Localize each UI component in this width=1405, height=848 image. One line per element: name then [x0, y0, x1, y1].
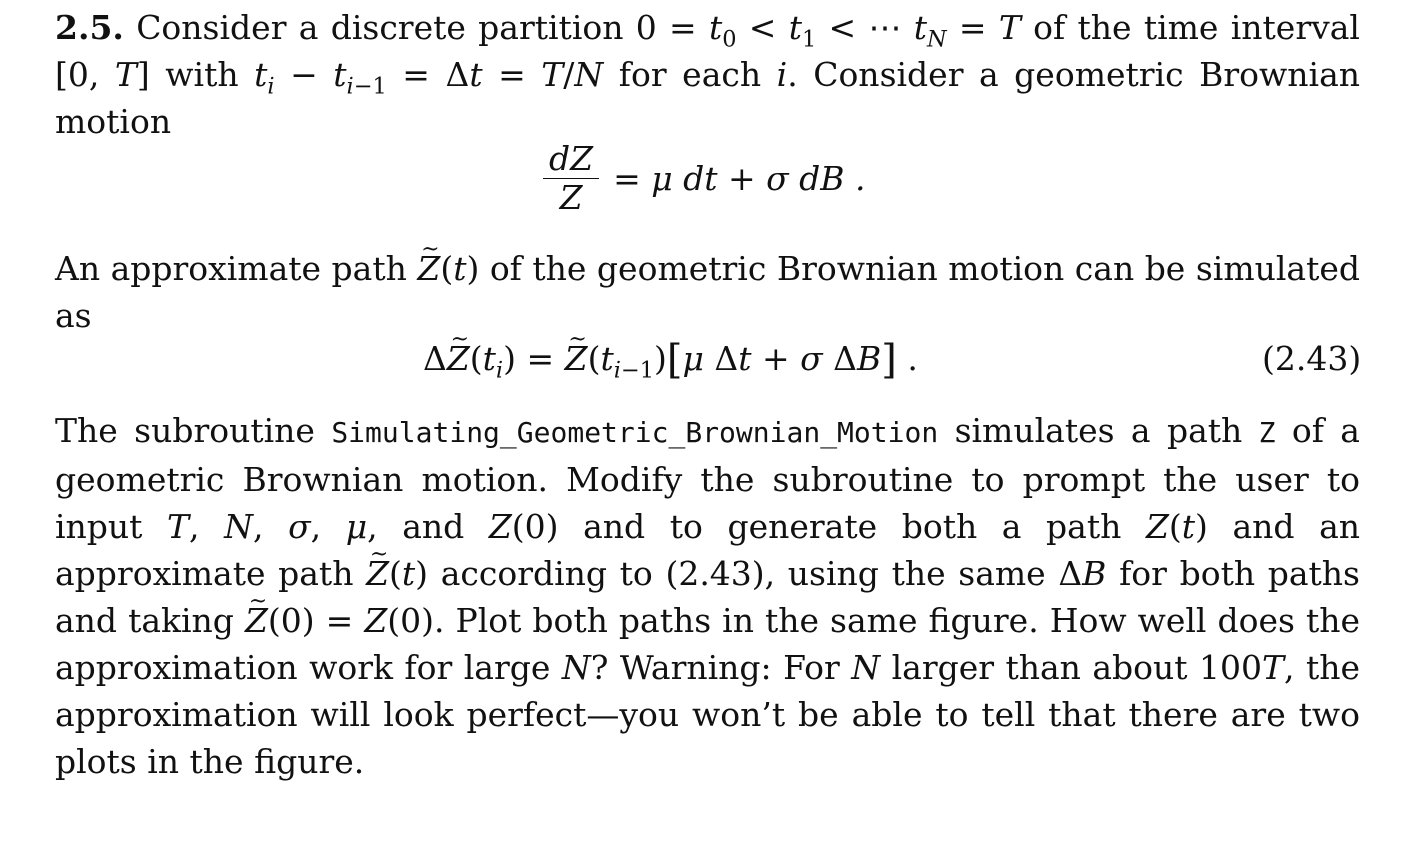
- equation-rhs: = μ dt + σ dB .: [613, 158, 866, 198]
- problem-label: 2.5.: [55, 8, 124, 47]
- paragraph-approximation: An approximate path ~ Z(t) of the geometric Brownian motion can be simulated as: [55, 245, 1360, 339]
- equation-gbm-sde: [543, 133, 866, 223]
- equation-number: (2.43): [1262, 339, 1362, 378]
- path-variable: Z: [1258, 416, 1276, 449]
- fraction-denominator: Z: [559, 177, 583, 217]
- equation-euler-step: Δ~ $Z(t_i)$ = ~ $Z(t_{i-1})[\mu$ Δt + σ ΔB] .: [423, 337, 918, 382]
- subroutine-name: Simulating_Geometric_Brownian_Motion: [331, 416, 939, 449]
- fraction-numerator: dZ: [549, 138, 594, 178]
- paragraph-setup: 2.5. Consider a discrete partition $0 = t_0 < t_1$ < ⋯ $t_N = T$ of the time interval [0, T] with $t_i - t_{i-1} = \Delta t = T/N$ for each i. Consider a geometric Brownian motion: [55, 8, 1360, 141]
- fraction-dz-over-z: [543, 140, 599, 217]
- exercise-page: [55, 0, 1360, 848]
- paragraph-task: The subroutine Simulating_Geometric_Brownian_Motion simulates a path Z of a geometric Brownian motion. Modify the subroutine to prompt the user to input T, N, σ, μ, and Z(0) and to generate both a path Z(t) and an approximate path ~ Z(t) according to (2.43), using the same ΔB for both paths and taking ~ Z(0) = Z(0). Plot both paths in the same figure. How well does the approximation work for large N? Warning: For N larger than about 100T, the approximation will look perfect—you won’t be able to tell that there are two plots in the figure.: [55, 407, 1360, 785]
